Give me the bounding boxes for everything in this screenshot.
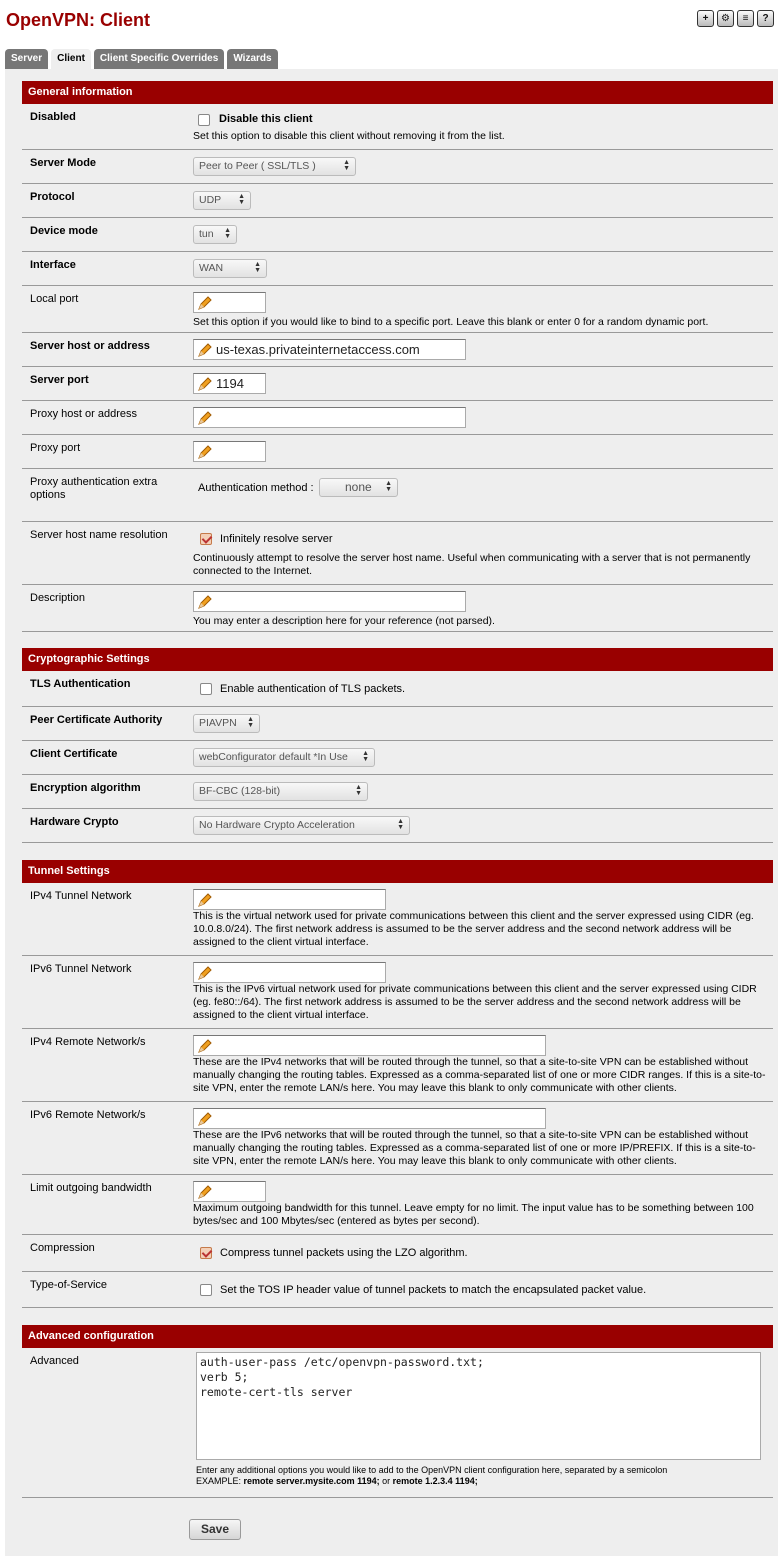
pencil-icon [197,295,213,311]
advanced-help-text: Enter any additional options you would like to add to the OpenVPN client configuration here, separated by a semicolon [196,1465,668,1475]
server-host-value: us-texas.privateinternetaccess.com [216,342,420,357]
ipv4-remote-help: These are the IPv4 networks that will be routed through the tunnel, so that a site-to-site VPN can be established without manually changing the routing tables. Expressed as a comma-separated list of one or more CIDR ranges. If this is a site-to-site VPN, enter the remote LAN/s here. You may leave this blank to only communicate with other clients. [193,1056,766,1094]
example-prefix: EXAMPLE: [196,1476,244,1486]
server-port-value: 1194 [216,376,244,391]
updown-arrow-icon: ▲ ▼ [224,227,231,240]
disable-client-checkbox[interactable] [198,114,210,126]
row-client-cert [22,741,773,775]
description-help: You may enter a description here for your reference (not parsed). [193,615,495,627]
local-port-help: Set this option if you would like to bind to a specific port. Leave this blank or enter 0 for a random dynamic port. [193,316,709,328]
row-description [22,585,773,632]
host-resolution-help: Continuously attempt to resolve the server host name. Useful when communicating with a server that is not permanently connected to the Internet. [193,552,751,577]
row-tos [22,1272,773,1308]
ipv6-tunnel-label: IPv6 Tunnel Network [30,963,132,975]
section-advanced-header: Advanced configuration [22,1325,773,1348]
row-ipv4-remote [22,1029,773,1102]
disabled-help: Set this option to disable this client without removing it from the list. [193,130,505,142]
ipv6-remote-help: These are the IPv6 networks that will be routed through the tunnel, so that a site-to-site VPN can be established without manually changing the routing tables. Expressed as a comma-separated list of one or more IP/PREFIX. If this is a site-to-site VPN, enter the remote LAN/s here. You may leave this blank to only communicate with other clients. [193,1129,756,1167]
section-crypto-header: Cryptographic Settings [22,648,773,671]
ipv4-remote-label: IPv4 Remote Network/s [30,1036,146,1048]
advanced-help [196,1465,756,1487]
protocol-value: UDP [199,194,222,206]
server-mode-select[interactable] [193,157,356,176]
compression-cb-label: Compress tunnel packets using the LZO algorithm. [220,1247,468,1259]
row-disabled [22,104,773,150]
encryption-select[interactable] [193,782,368,801]
row-local-port [22,286,773,333]
pencil-icon [197,1038,213,1054]
ipv4-tunnel-input[interactable] [193,889,386,910]
advanced-example [196,1476,756,1487]
page-title: OpenVPN: Client [6,10,151,30]
example-2: remote 1.2.3.4 1194; [392,1476,478,1486]
row-protocol [22,184,773,218]
host-resolution-label: Server host name resolution [30,529,168,541]
pencil-icon [197,965,213,981]
disabled-label: Disabled [30,111,76,123]
proxy-host-label: Proxy host or address [30,408,137,420]
row-device-mode [22,218,773,252]
advanced-label: Advanced [30,1355,79,1367]
compression-checkbox[interactable] [200,1247,212,1259]
hw-crypto-value: No Hardware Crypto Acceleration [199,819,355,831]
save-button[interactable]: Save [189,1519,241,1540]
row-tls-auth [22,671,773,707]
updown-arrow-icon: ▲ ▼ [238,193,245,206]
example-1: remote server.mysite.com 1194; [243,1476,380,1486]
updown-arrow-icon: ▲ ▼ [362,750,369,763]
updown-arrow-icon: ▲ ▼ [247,716,254,729]
hw-crypto-select[interactable] [193,816,410,835]
device-mode-select[interactable] [193,225,237,244]
row-proxy-port [22,435,773,469]
row-advanced [22,1348,773,1498]
pencil-icon [197,1184,213,1200]
tab-client-specific-overrides[interactable]: Client Specific Overrides [94,49,224,69]
proxy-host-input[interactable] [193,407,466,428]
local-port-input[interactable] [193,292,266,313]
row-proxy-auth [22,469,773,522]
interface-label: Interface [30,259,76,271]
row-interface [22,252,773,286]
local-port-label: Local port [30,293,79,305]
description-input[interactable] [193,591,466,612]
bandwidth-help: Maximum outgoing bandwidth for this tunnel. Leave empty for no limit. The input value has to be something between 100 bytes/sec and 100 Mbytes/sec (entered as bytes per second). [193,1202,754,1227]
resolve-server-checkbox[interactable] [200,533,212,545]
server-port-label: Server port [30,374,89,386]
row-compression [22,1235,773,1272]
proxy-port-label: Proxy port [30,442,81,454]
pencil-icon [197,1111,213,1127]
log-icon[interactable]: ≡ [737,10,754,27]
tos-cb-label: Set the TOS IP header value of tunnel packets to match the encapsulated packet value. [220,1284,647,1296]
settings-icon[interactable]: ⚙ [717,10,734,27]
bandwidth-input[interactable] [193,1181,266,1202]
compression-label: Compression [30,1242,95,1254]
header-icons [697,10,774,27]
tab-wizards[interactable]: Wizards [227,49,277,69]
device-mode-value: tun [199,228,214,240]
pencil-icon [197,594,213,610]
tos-label: Type-of-Service [30,1279,108,1291]
content-panel [5,69,778,1556]
example-or: or [379,1476,393,1486]
client-cert-label: Client Certificate [30,748,118,760]
tls-auth-cb-label: Enable authentication of TLS packets. [220,683,406,695]
encryption-value: BF-CBC (128-bit) [199,785,281,797]
row-ipv4-tunnel [22,883,773,956]
server-host-label: Server host or address [30,340,150,352]
description-label: Description [30,592,86,604]
help-icon[interactable]: ? [757,10,774,27]
pencil-icon [197,410,213,426]
ipv6-tunnel-input[interactable] [193,962,386,983]
tos-checkbox[interactable] [200,1284,212,1296]
updown-arrow-icon: ▲ ▼ [355,784,362,797]
row-server-mode [22,150,773,184]
hw-crypto-label: Hardware Crypto [30,816,119,828]
auth-method-select[interactable] [319,478,398,497]
peer-ca-select[interactable] [193,714,260,733]
ipv4-tunnel-help: This is the virtual network used for private communications between this client and the server expressed using CIDR (eg. 10.0.8.0/24). The first network address is assumed to be the server address and the second network address will be assigned to the client virtual interface. [193,910,754,948]
ipv4-remote-input[interactable] [193,1035,546,1056]
row-ipv6-remote [22,1102,773,1175]
server-port-input[interactable] [193,373,266,394]
tab-bar [5,49,278,69]
peer-ca-label: Peer Certificate Authority [30,714,163,726]
updown-arrow-icon: ▲ ▼ [254,261,261,274]
server-host-input[interactable] [193,339,466,360]
tab-client[interactable]: Client [51,49,91,69]
encryption-label: Encryption algorithm [30,782,141,794]
row-hw-crypto [22,809,773,843]
tab-server[interactable]: Server [5,49,48,69]
row-bandwidth [22,1175,773,1235]
row-server-port [22,367,773,401]
ipv4-tunnel-label: IPv4 Tunnel Network [30,890,132,902]
row-server-host [22,333,773,367]
tls-auth-label: TLS Authentication [30,678,131,690]
pencil-icon [197,342,213,358]
add-icon[interactable]: + [697,10,714,27]
updown-arrow-icon: ▲ ▼ [343,159,350,172]
device-mode-label: Device mode [30,225,98,237]
server-mode-value: Peer to Peer ( SSL/TLS ) [199,160,316,172]
row-encryption [22,775,773,809]
section-tunnel-header: Tunnel Settings [22,860,773,883]
client-cert-value: webConfigurator default *In Use [199,751,348,763]
interface-value: WAN [199,262,224,274]
ipv6-tunnel-help: This is the IPv6 virtual network used for private communications between this client and the server expressed using CIDR (eg. fe80::/64). The first network address is assumed to be the server address and the second network address will be assigned to the client virtual interface. [193,983,757,1021]
updown-arrow-icon: ▲ ▼ [385,480,392,493]
pencil-icon [197,444,213,460]
server-mode-label: Server Mode [30,157,97,169]
advanced-textarea[interactable] [196,1352,761,1460]
row-host-resolution [22,522,773,585]
auth-method-value: none [345,480,372,494]
ipv6-remote-label: IPv6 Remote Network/s [30,1109,146,1121]
resolve-server-label: Infinitely resolve server [220,533,333,545]
section-general-header: General information [22,81,773,104]
peer-ca-value: PIAVPN [199,717,237,729]
auth-method-label: Authentication method : [198,482,314,494]
tls-auth-checkbox[interactable] [200,683,212,695]
bandwidth-label: Limit outgoing bandwidth [30,1182,152,1194]
proxy-port-input[interactable] [193,441,266,462]
pencil-icon [197,376,213,392]
interface-select[interactable] [193,259,267,278]
client-cert-select[interactable] [193,748,375,767]
pencil-icon [197,892,213,908]
row-proxy-host [22,401,773,435]
disable-client-label: Disable this client [219,113,313,125]
protocol-select[interactable] [193,191,251,210]
row-peer-ca [22,707,773,741]
protocol-label: Protocol [30,191,75,203]
proxy-auth-label: Proxy authentication extra options [30,476,158,501]
ipv6-remote-input[interactable] [193,1108,546,1129]
updown-arrow-icon: ▲ ▼ [397,818,404,831]
row-ipv6-tunnel [22,956,773,1029]
